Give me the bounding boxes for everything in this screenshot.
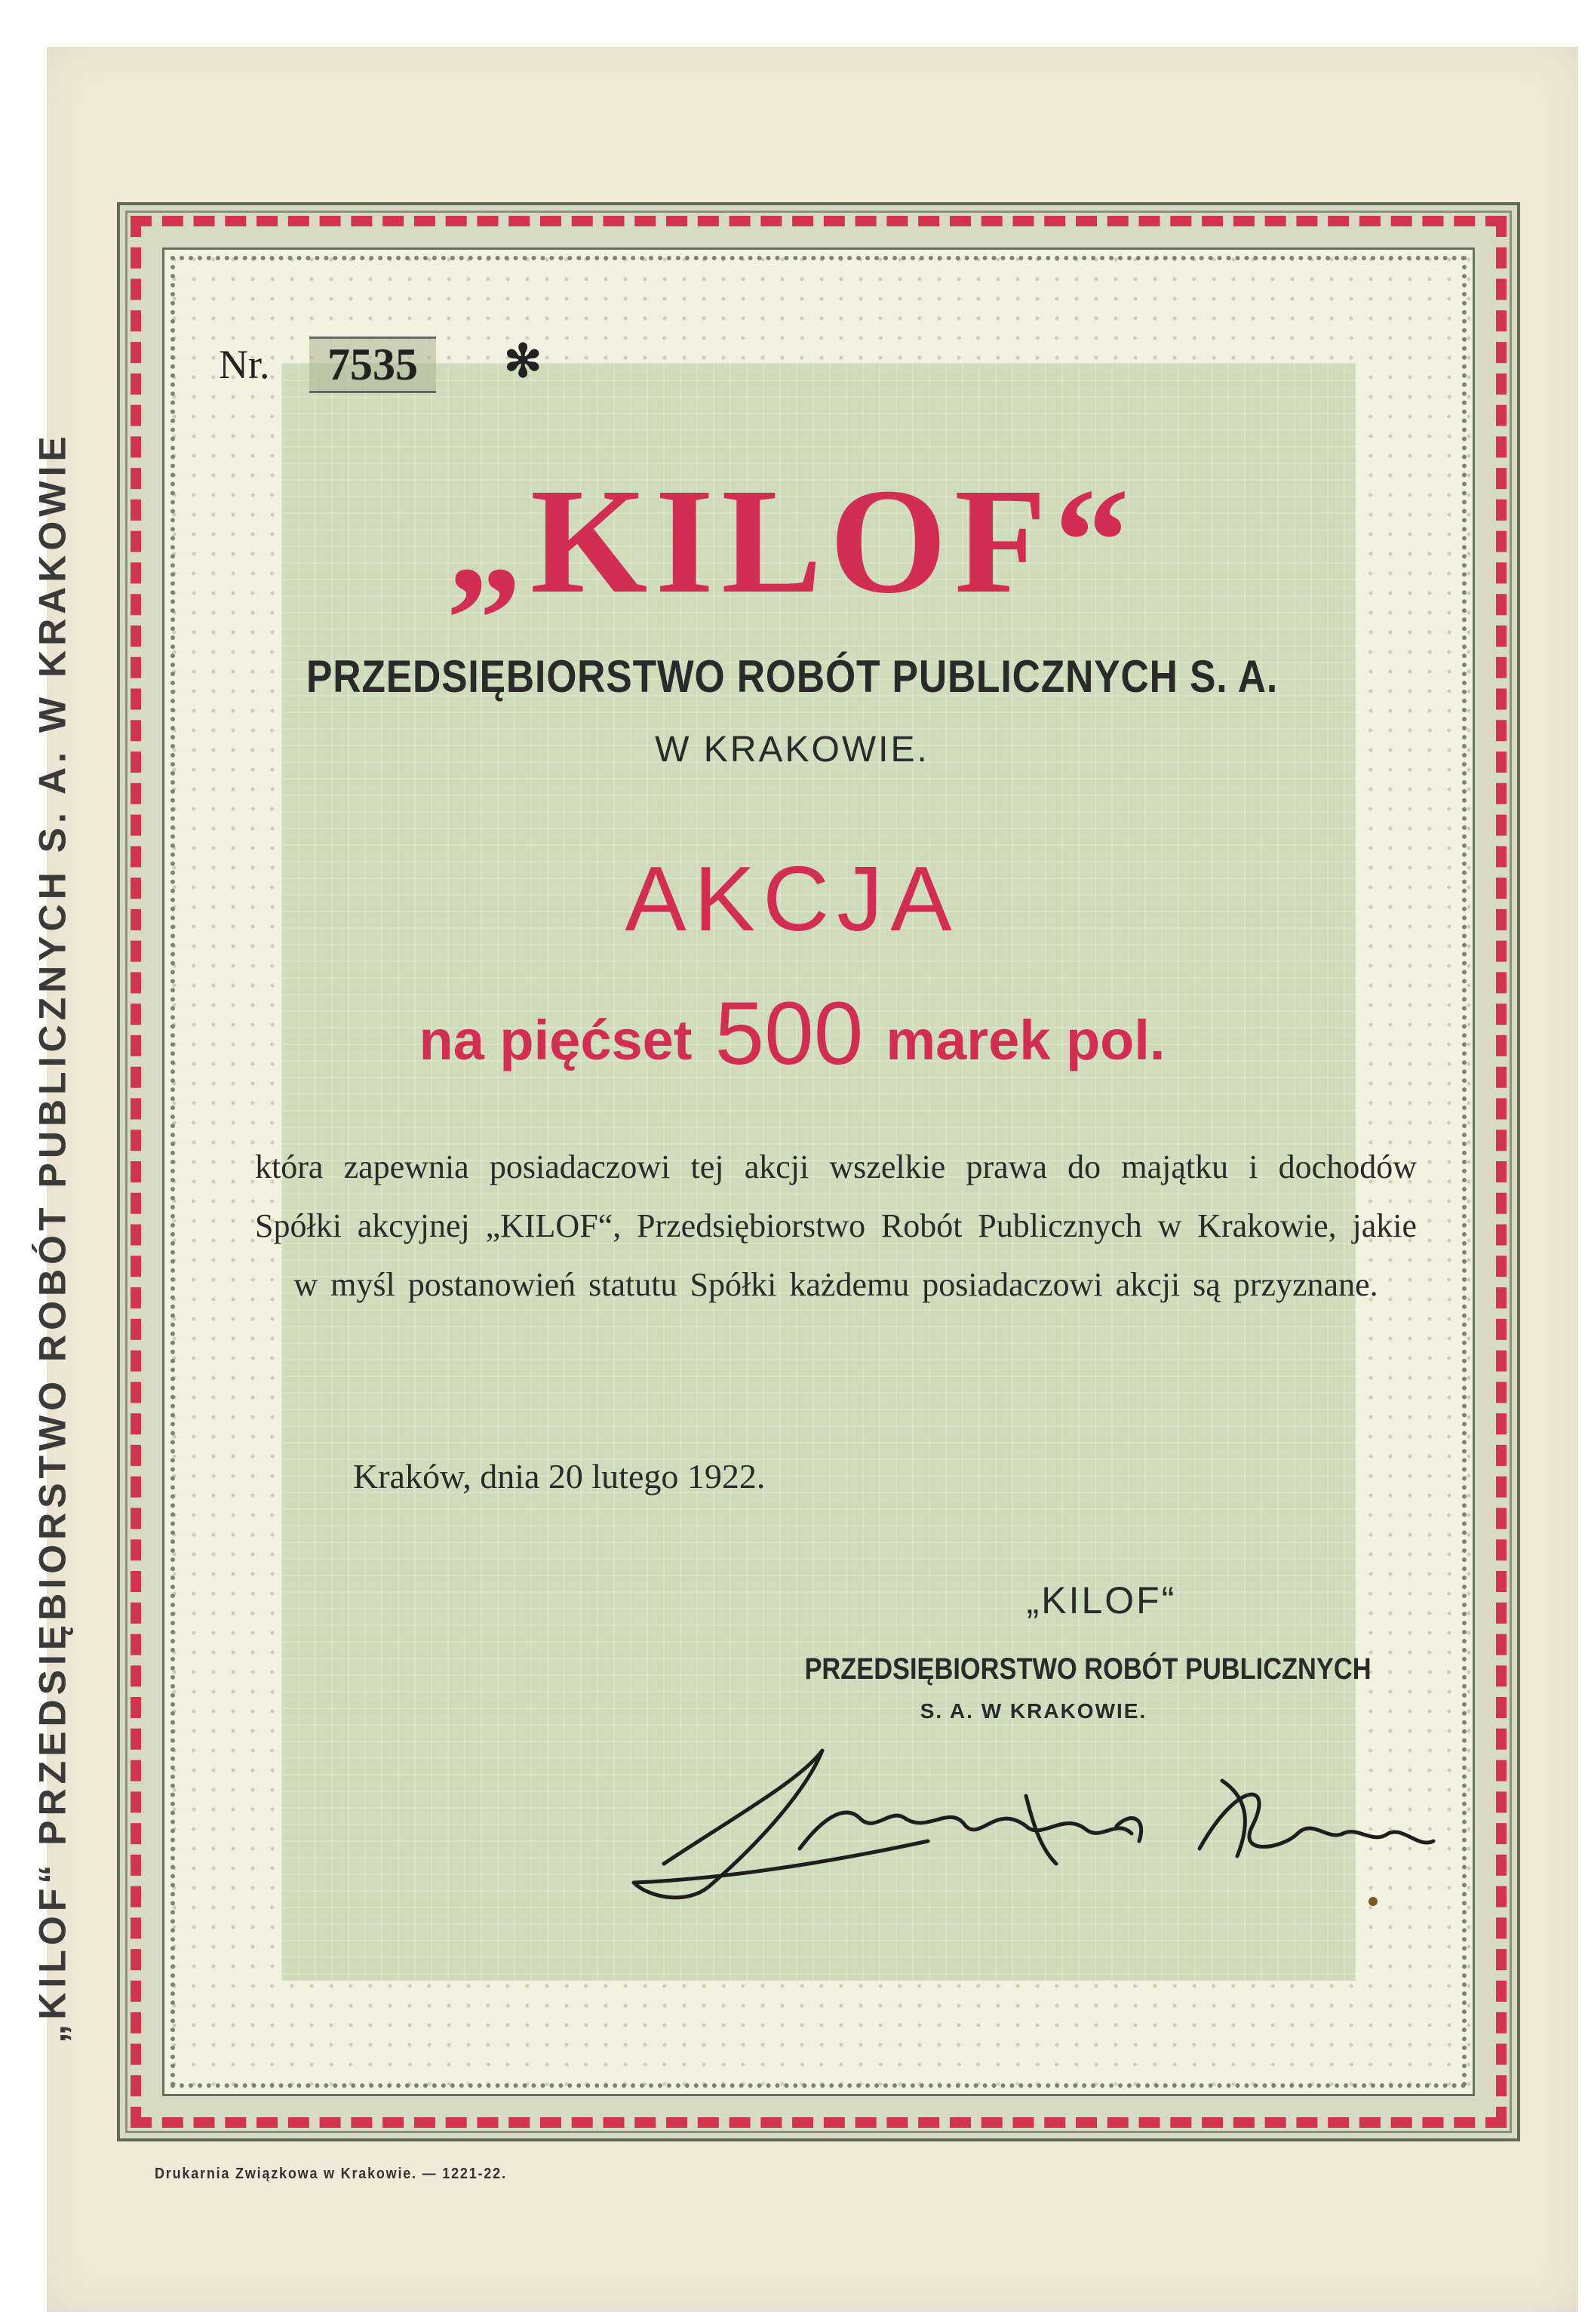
number-label: Nr. <box>219 342 270 387</box>
signatory-company: PRZEDSIĘBIORSTWO ROBÓT PUBLICZNYCH <box>804 1652 1372 1686</box>
company-name: PRZEDSIĘBIORSTWO ROBÓT PUBLICZNYCH S. A. <box>306 651 1279 702</box>
place-and-date: Kraków, dnia 20 lutego 1922. <box>353 1457 766 1496</box>
number-mark: ✻ <box>504 337 542 386</box>
company-city: W KRAKOWIE. <box>655 730 929 770</box>
amount-prefix: na pięćset <box>419 1009 693 1071</box>
certificate-number: 7535 <box>309 337 436 393</box>
rights-statement: która zapewnia posiadaczowi tej akcji wszelkie prawa do majątku i dochodów Spółki akcyjnej „KILOF“, Przedsiębiorstwo Robót Publicznych w Krakowie, jakie w myśl postanowień statutu Spółki każdemu posiadaczowi akcji są przyznane. <box>255 1148 1417 1303</box>
amount-number: 500 <box>714 984 864 1084</box>
handwritten-signatures <box>573 1735 1464 1909</box>
printer-imprint: Drukarnia Związkowa w Krakowie. — 1221-22. <box>155 2166 507 2182</box>
document-type: AKCJA <box>625 847 960 950</box>
signatory-city: S. A. W KRAKOWIE. <box>920 1699 1147 1723</box>
signatory-brand: „KILOF“ <box>1026 1579 1177 1622</box>
brand-title: „KILOF“ <box>447 458 1138 625</box>
stub-text: „KILOF“ PRZEDSIĘBIORSTWO ROBÓT PUBLICZNYCH S. A. W KRAKOWIE <box>32 432 75 2043</box>
amount-suffix: marek pol. <box>886 1009 1166 1071</box>
share-amount <box>151 981 1433 1088</box>
